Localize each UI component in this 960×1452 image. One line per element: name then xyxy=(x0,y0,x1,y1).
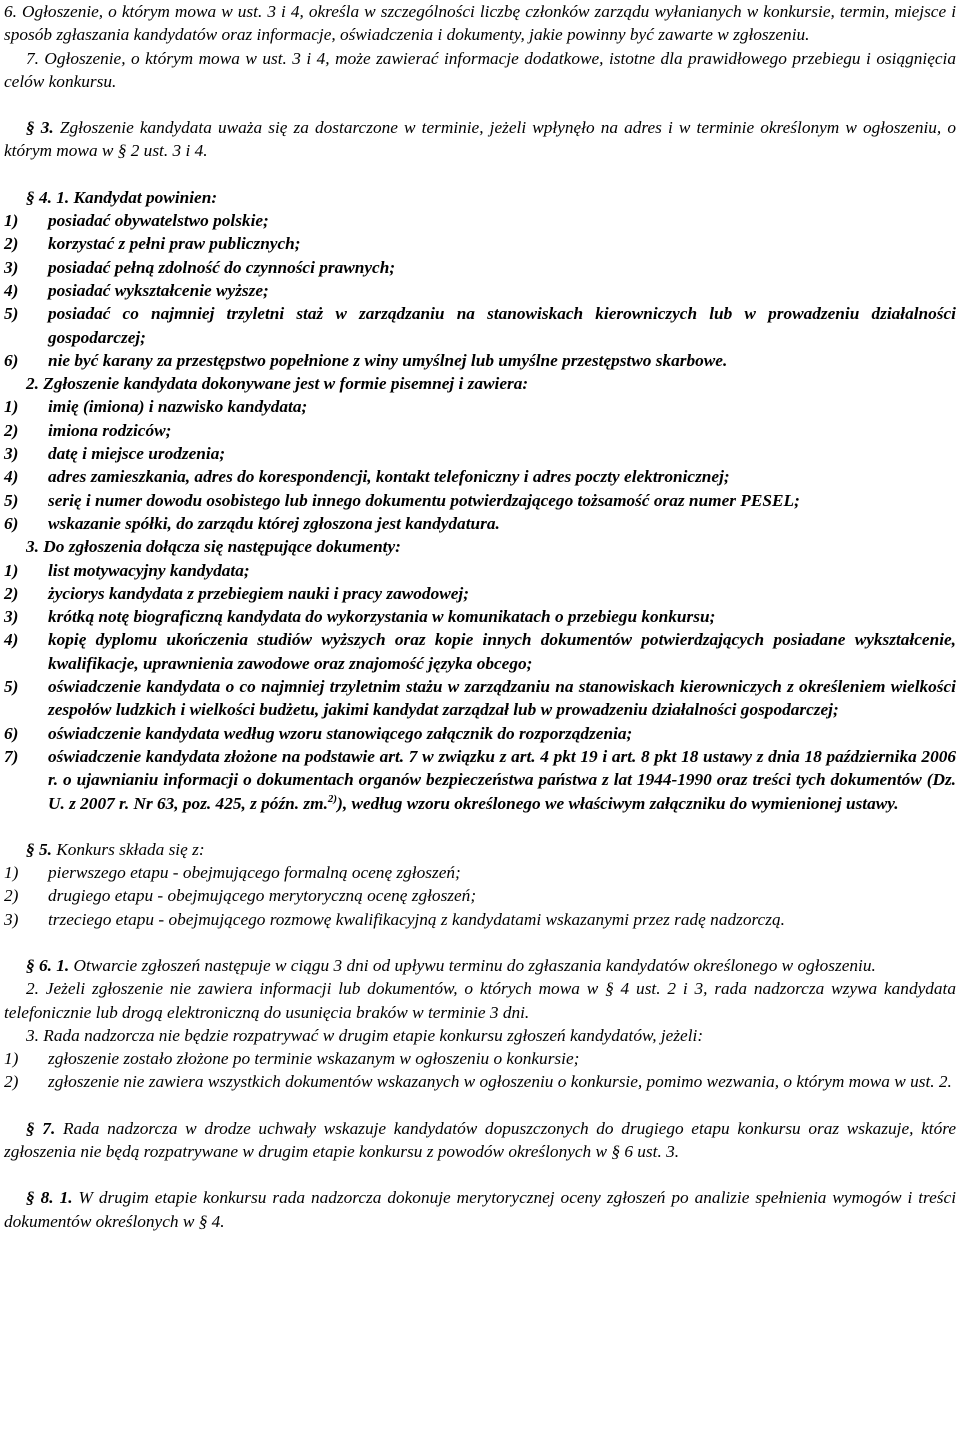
list-item xyxy=(4,489,956,512)
list-item xyxy=(4,349,956,372)
list-item-number: 2) xyxy=(4,886,19,906)
section-7-text: Rada nadzorcza w drodze uchwały wskazuje kandydatów dopuszczonych do drugiego etapu konkursu oraz wskazuje, które zgłoszenia nie będą rozpatrywane w drugim etapie konkursu z powodów określonych w § 6 ust. 3. xyxy=(4,1118,957,1162)
list-item-text: nie być karany za przestępstwo popełnione z winy umyślnej lub umyślne przestępstwo skarbowe. xyxy=(48,350,728,370)
footnote-reference: 2) xyxy=(327,792,338,805)
section-8-text: W drugim etapie konkursu rada nadzorcza dokonuje merytorycznej oceny zgłoszeń po analizie spełnienia wymogów i treści dokumentów określonych w § 4. xyxy=(4,1188,957,1231)
list-item-number: 6) xyxy=(4,513,19,533)
list-item xyxy=(4,395,956,418)
list-item xyxy=(4,419,956,442)
list-item-number: 2) xyxy=(4,583,19,603)
list-item-number: 4) xyxy=(4,280,19,300)
list-item xyxy=(4,628,956,675)
list-item-text: korzystać z pełni praw publicznych; xyxy=(48,234,301,254)
section-3-number: § 3. xyxy=(26,118,54,138)
paragraph-2-7: 7. Ogłoszenie, o którym mowa w ust. 3 i 4, może zawierać informacje dodatkowe, istotne dla prawidłowego przebiegu i osiągnięcia celów konkursu. xyxy=(4,48,956,91)
section-4-paragraph-2: 2. Zgłoszenie kandydata dokonywane jest w formie pisemnej i zawiera: xyxy=(26,374,529,394)
list-item xyxy=(4,256,956,279)
list-item-text: pierwszego etapu - obejmującego formalną ocenę zgłoszeń; xyxy=(48,863,461,883)
list-item-number: 1) xyxy=(4,863,19,883)
requirements-list xyxy=(4,209,956,372)
list-item xyxy=(4,512,956,535)
list-item-number: 3) xyxy=(4,909,19,929)
section-5-intro-text: Konkurs składa się z: xyxy=(51,839,205,859)
section-4-number: § 4. 1. xyxy=(26,187,70,207)
list-item xyxy=(4,722,956,745)
paragraph-2-6: 6. Ogłoszenie, o którym mowa w ust. 3 i 4, określa w szczególności liczbę członków zarządu wyłanianych w konkursie, termin, miejsce i sposób zgłaszania kandydatów oraz informacje, oświadczenia i dokumenty, jakie powinny być zawarte w zgłoszeniu. xyxy=(4,2,956,45)
list-item-text: życiorys kandydata z przebiegiem nauki i pracy zawodowej; xyxy=(48,583,469,603)
list-item-number: 5) xyxy=(4,677,19,697)
list-item-text: zgłoszenie zostało złożone po terminie wskazanym w ogłoszeniu o konkursie; xyxy=(48,1049,580,1069)
section-4-paragraph-3: 3. Do zgłoszenia dołącza się następujące dokumenty: xyxy=(26,537,401,557)
list-item-number: 2) xyxy=(4,234,19,254)
list-item-text-tail: ), według wzoru określonego we właściwym załączniku do wymienionej ustawy. xyxy=(337,793,899,813)
list-item-text: posiadać pełną zdolność do czynności prawnych; xyxy=(48,257,396,277)
application-contents-list xyxy=(4,395,956,535)
list-item-number: 1) xyxy=(4,1049,19,1069)
list-item-text: posiadać wykształcenie wyższe; xyxy=(48,280,269,300)
list-item xyxy=(4,908,956,931)
list-item-number: 2) xyxy=(4,1072,19,1092)
section-4-intro-text: Kandydat powinien: xyxy=(69,187,218,207)
list-item-number: 5) xyxy=(4,304,19,324)
list-item-text: imiona rodziców; xyxy=(48,420,172,440)
list-item-number: 3) xyxy=(4,607,19,627)
list-item xyxy=(4,675,956,722)
list-item-text xyxy=(48,745,956,815)
list-item-text: krótką notę biograficzną kandydata do wykorzystania w komunikatach o przebiegu konkursu; xyxy=(48,607,716,627)
section-8-number: § 8. 1. xyxy=(26,1188,73,1208)
list-item-text: posiadać obywatelstwo polskie; xyxy=(48,211,269,231)
list-item xyxy=(4,605,956,628)
list-item-number: 6) xyxy=(4,723,19,743)
list-item-text: trzeciego etapu - obejmującego rozmowę kwalifikacyjną z kandydatami wskazanymi przez radę nadzorczą. xyxy=(48,909,785,929)
list-item xyxy=(4,861,956,884)
section-4-intro xyxy=(4,186,956,209)
list-item-number: 1) xyxy=(4,560,19,580)
list-item-number: 4) xyxy=(4,630,19,650)
required-documents-list xyxy=(4,559,956,815)
section-5 xyxy=(4,838,956,931)
list-item-number: 1) xyxy=(4,211,19,231)
list-item xyxy=(4,884,956,907)
list-item-text: posiadać co najmniej trzyletni staż w zarządzaniu na stanowiskach kierowniczych lub w prowadzeniu działalności gospodarczej; xyxy=(48,304,956,347)
section-6-paragraph-1 xyxy=(4,954,956,977)
list-item-text: drugiego etapu - obejmującego merytoryczną ocenę zgłoszeń; xyxy=(48,886,477,906)
section-8 xyxy=(4,1186,956,1233)
list-item-number: 3) xyxy=(4,257,19,277)
list-item-number: 3) xyxy=(4,444,19,464)
list-item-text: wskazanie spółki, do zarządu której zgłoszona jest kandydatura. xyxy=(48,513,500,533)
list-item xyxy=(4,442,956,465)
list-item-text: serię i numer dowodu osobistego lub innego dokumentu potwierdzającego tożsamość oraz numer PESEL; xyxy=(48,490,800,510)
list-item xyxy=(4,582,956,605)
list-item-text: kopię dyplomu ukończenia studiów wyższych oraz kopie innych dokumentów potwierdzających posiadane wykształcenie, kwalifikacje, uprawnienia zawodowe oraz znajomość języka obcego; xyxy=(48,630,956,673)
list-item xyxy=(4,279,956,302)
section-4 xyxy=(4,186,956,815)
list-item xyxy=(4,232,956,255)
list-item-number: 4) xyxy=(4,467,19,487)
section-3-text: Zgłoszenie kandydata uważa się za dostarczone w terminie, jeżeli wpłynęło na adres i w terminie określonym w ogłoszeniu, o którym mowa w § 2 ust. 3 i 4. xyxy=(4,118,957,161)
list-item-number: 7) xyxy=(4,746,19,766)
list-item-text: imię (imiona) i nazwisko kandydata; xyxy=(48,397,308,417)
list-item-number: 6) xyxy=(4,350,19,370)
list-item xyxy=(4,465,956,488)
section-7-number: § 7. xyxy=(26,1118,56,1138)
section-5-number: § 5. xyxy=(26,839,52,859)
list-item xyxy=(4,209,956,232)
list-item-number: 2) xyxy=(4,420,19,440)
list-item-text: zgłoszenie nie zawiera wszystkich dokumentów wskazanych w ogłoszeniu o konkursie, pomimo wezwania, o którym mowa w ust. 2. xyxy=(48,1072,952,1092)
section-6-paragraph-3: 3. Rada nadzorcza nie będzie rozpatrywać w drugim etapie konkursu zgłoszeń kandydatów, jeżeli: xyxy=(26,1025,704,1045)
section-6-paragraph-1-text: Otwarcie zgłoszeń następuje w ciągu 3 dni od upływu terminu do zgłaszania kandydatów określonego w ogłoszeniu. xyxy=(69,955,876,975)
list-item-number: 1) xyxy=(4,397,19,417)
list-item xyxy=(4,1047,956,1070)
section-6-paragraph-2: 2. Jeżeli zgłoszenie nie zawiera informacji lub dokumentów, o których mowa w § 4 ust. 2 i 3, rada nadzorcza wzywa kandydata telefonicznie lub drogą elektroniczną do usunięcia braków w terminie 3 dni. xyxy=(4,979,956,1022)
list-item xyxy=(4,745,956,815)
section-6 xyxy=(4,954,956,1094)
list-item xyxy=(4,302,956,349)
list-item-text: list motywacyjny kandydata; xyxy=(48,560,250,580)
section-6-number: § 6. 1. xyxy=(26,955,70,975)
section-3 xyxy=(4,116,956,163)
list-item-text: datę i miejsce urodzenia; xyxy=(48,444,226,464)
list-item-text-main: oświadczenie kandydata złożone na podstawie art. 7 w związku z art. 4 pkt 19 i art. 8 pkt 18 ustawy z dnia 18 października 2006 r. o ujawnianiu informacji o dokumentach organów bezpieczeństwa państwa z lat 1944-1990 oraz treści tych dokumentów (Dz. U. z 2007 r. Nr 63, poz. 425, z późn. zm. xyxy=(48,746,956,813)
list-item xyxy=(4,559,956,582)
list-item-text: adres zamieszkania, adres do korespondencji, kontakt telefoniczny i adres poczty elektronicznej; xyxy=(48,467,730,487)
section-5-intro xyxy=(4,838,956,861)
list-item xyxy=(4,1070,956,1093)
list-item-text: oświadczenie kandydata według wzoru stanowiącego załącznik do rozporządzenia; xyxy=(48,723,633,743)
list-item-text: oświadczenie kandydata o co najmniej trzyletnim stażu w zarządzaniu na stanowiskach kierowniczych z określeniem wielkości zespołów ludzkich i wielkości budżetu, jakimi kandydat zarządzał lub w prowadzeniu działalności gospodarczej; xyxy=(48,677,956,720)
section-7 xyxy=(4,1117,956,1164)
list-item-number: 5) xyxy=(4,490,19,510)
